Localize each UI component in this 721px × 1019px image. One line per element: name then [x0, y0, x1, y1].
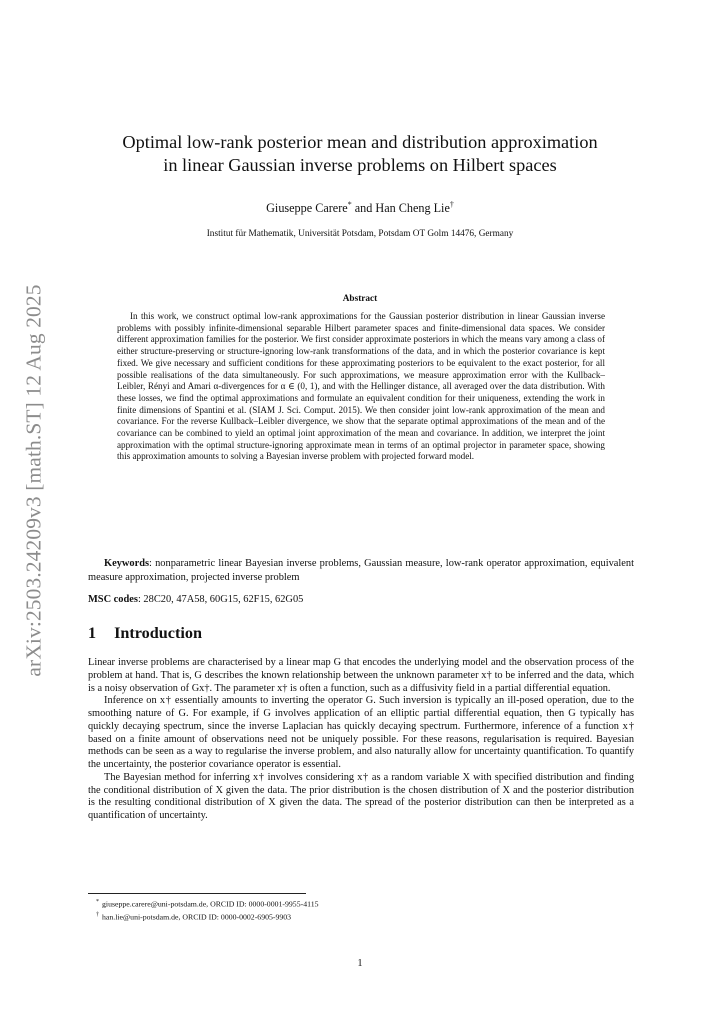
title-line-1: Optimal low-rank posterior mean and distribution approximation [122, 132, 598, 152]
keywords-text: : nonparametric linear Bayesian inverse problems, Gaussian measure, low-rank operator approximation, equivalent measure approximation, projected inverse problem [88, 558, 634, 583]
footnote [96, 910, 636, 923]
section-number: 1 [88, 624, 97, 642]
abstract-text: In this work, we construct optimal low-rank approximations for the Gaussian posterior distribution in linear Gaussian inverse problems with possibly infinite-dimensional separable Hilbert parameter spaces and finite-dimensional data spaces. We consider different approximation families for the posterior. We first consider approximate posteriors in which the means vary among a class of either structure-preserving or structure-ignoring low-rank transformations of the data, and in which the posterior covariance is kept fixed. We give necessary and sufficient conditions for these approximating posteriors to be equivalent to the exact posterior, for all possible realisations of the data simultaneously. For such approximations, we measure approximation error with the Kullback–Leibler, Rényi and Amari α-divergences for α ∈ (0, 1), and with the Hellinger distance, all averaged over the data distribution. With these losses, we find the optimal approximations and formulate an equivalent condition for their uniqueness, extending the work in finite dimensions of Spantini et al. (SIAM J. Sci. Comput. 2015). We then consider joint low-rank approximation of the mean and covariance. For the reverse Kullback–Leibler divergence, we show that the separate optimal approximations of the mean and of the covariance can be combined to yield an optimal joint approximation of the mean and covariance. In addition, we interpret the joint approximation with the optimal structure-ignoring approximate mean in terms of an optimal projector in parameter space, showing this approximation amounts to solving a Bayesian inverse problem with projected forward model. [117, 311, 605, 462]
author-connector: and [351, 201, 376, 216]
footnotes [96, 897, 636, 922]
footnote-text: han.lie@uni-potsdam.de, ORCID ID: 0000-0002-6905-9903 [102, 912, 292, 922]
paragraph: Linear inverse problems are characterised by a linear map G that encodes the underlying model and the observation process of the problem at hand. That is, G describes the known relationship between the unknown parameter x† to be inferred and the data, which is a noisy observation of Gx†. The parameter x† is often a function, such as a diffusivity field in a partial differential equation. [88, 657, 634, 694]
msc-text: : 28C20, 47A58, 60G15, 62F15, 62G05 [137, 594, 304, 605]
section-heading [88, 624, 634, 643]
msc-label: MSC codes [88, 594, 138, 605]
paragraph: The Bayesian method for inferring x† involves considering x† as a random variable X with specified distribution and finding the conditional distribution of X given the data. The prior distribution is the chosen distribution of X and the posterior distribution is the resulting conditional distribution of X given the data. The spread of the posterior distribution can then be interpreted as a quantification of uncertainty. [88, 771, 634, 821]
footnote [96, 897, 636, 910]
paragraph: Inference on x† essentially amounts to inverting the operator G. Such inversion is typically an ill-posed operation, due to the smoothing nature of G. For example, if G involves application of an elliptic partial differential equation, then G typically has quickly decaying spectrum, since the inverse Laplacian has quickly decaying spectrum. Furthermore, inference of a function x† based on a finite amount of observations need not be uniquely possible. For these reasons, regularisation is required. Bayesian methods can be seen as a way to regularise the inverse problem, and also naturally allow for uncertainty quantification. To quantify the uncertainty, the posterior covariance operator is essential. [88, 695, 634, 770]
affiliation: Institut für Mathematik, Universität Potsdam, Potsdam OT Golm 14476, Germany [206, 229, 514, 239]
footnote-mark: * [96, 899, 99, 905]
section-title: Introduction [114, 624, 202, 642]
footnote-divider [88, 893, 306, 894]
author-list [60, 200, 660, 216]
author-2-footnote-mark: † [449, 200, 454, 209]
page-number: 1 [357, 958, 363, 969]
introduction-body [88, 657, 634, 823]
keywords [88, 557, 634, 584]
footnote-mark: † [96, 911, 99, 918]
footnote-text: giuseppe.carere@uni-potsdam.de, ORCID ID: 0000-0001-9955-4115 [102, 899, 319, 909]
author-2: Han Cheng Lie [375, 201, 450, 216]
title-line-2: in linear Gaussian inverse problems on Hilbert spaces [163, 155, 557, 175]
arxiv-identifier-stamp [19, 285, 49, 675]
author-1: Giuseppe Carere [266, 201, 348, 216]
arxiv-stamp-text: arXiv:2503.24209v3 [math.ST] 12 Aug 2025 [21, 283, 46, 677]
keywords-label: Keywords [104, 558, 150, 569]
abstract-heading: Abstract [342, 294, 378, 304]
msc-codes [88, 593, 634, 607]
paper-title [60, 131, 660, 177]
author-1-footnote-mark: * [347, 200, 352, 209]
